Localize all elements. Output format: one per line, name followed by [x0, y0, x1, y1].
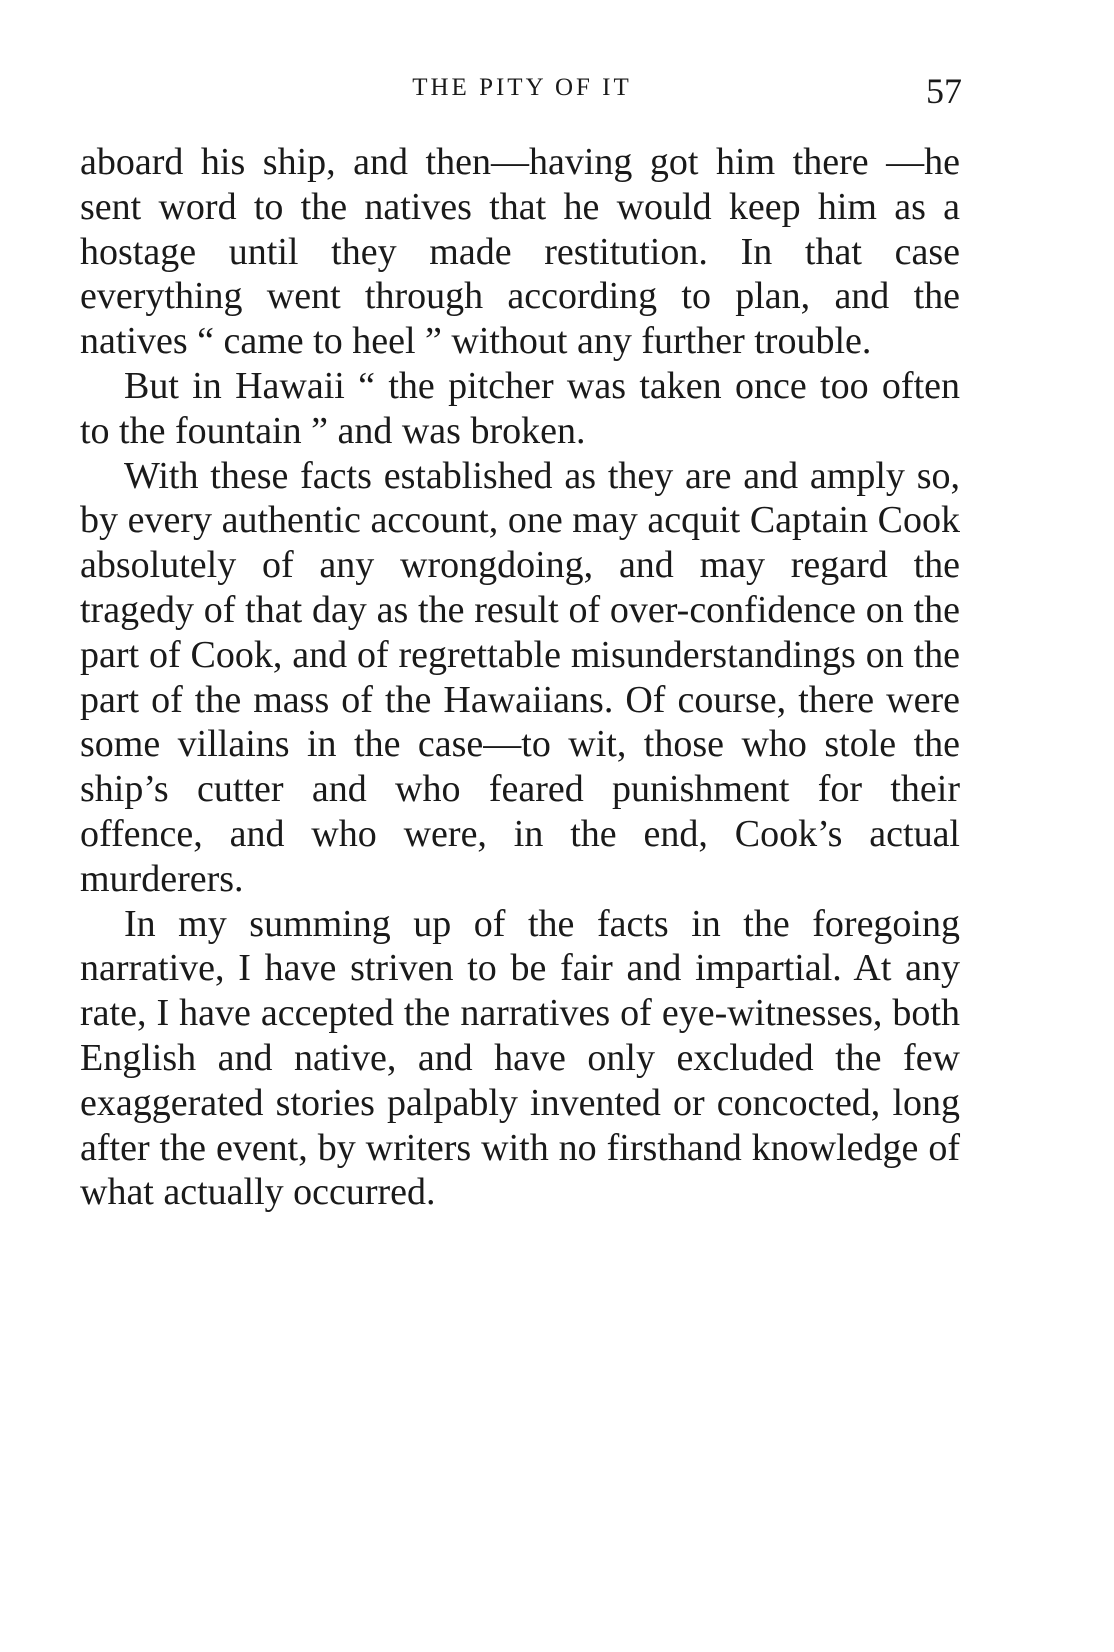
body-text [80, 140, 960, 1215]
paragraph-pitcher: But in Hawaii “ the pitcher was taken once too often to the fountain ” and was broken. [80, 364, 960, 452]
running-head [82, 70, 962, 120]
paragraph-summing-up: In my summing up of the facts in the foregoing narrative, I have striven to be fair and impartial. At any rate, I have accepted the narratives of eye-witnesses, both English and native, and have only excluded the few exaggerated stories palpably invented or concocted, long after the event, by writers with no firsthand knowledge of what actually occurred. [80, 902, 960, 1214]
running-title: THE PITY OF IT [412, 74, 632, 101]
paragraph-facts-established: With these facts established as they are and amply so, by every authentic account, one may acquit Captain Cook absolutely of any wrongdoing, and may regard the tragedy of that day as the result of over-confidence on the part of Cook, and of regrettable misunderstandings on the part of the mass of the Hawaiians. Of course, there were some villains in the case—to wit, those who stole the ship’s cutter and who feared punishment for their offence, and who were, in the end, Cook’s actual murderers. [80, 454, 960, 900]
page-number: 57 [926, 71, 962, 111]
paragraph-continued: aboard his ship, and then—having got him there —he sent word to the natives that he would keep him as a hostage until they made restitution. In that case everything went through according to plan, and the natives “ came to heel ” without any further trouble. [80, 141, 960, 363]
